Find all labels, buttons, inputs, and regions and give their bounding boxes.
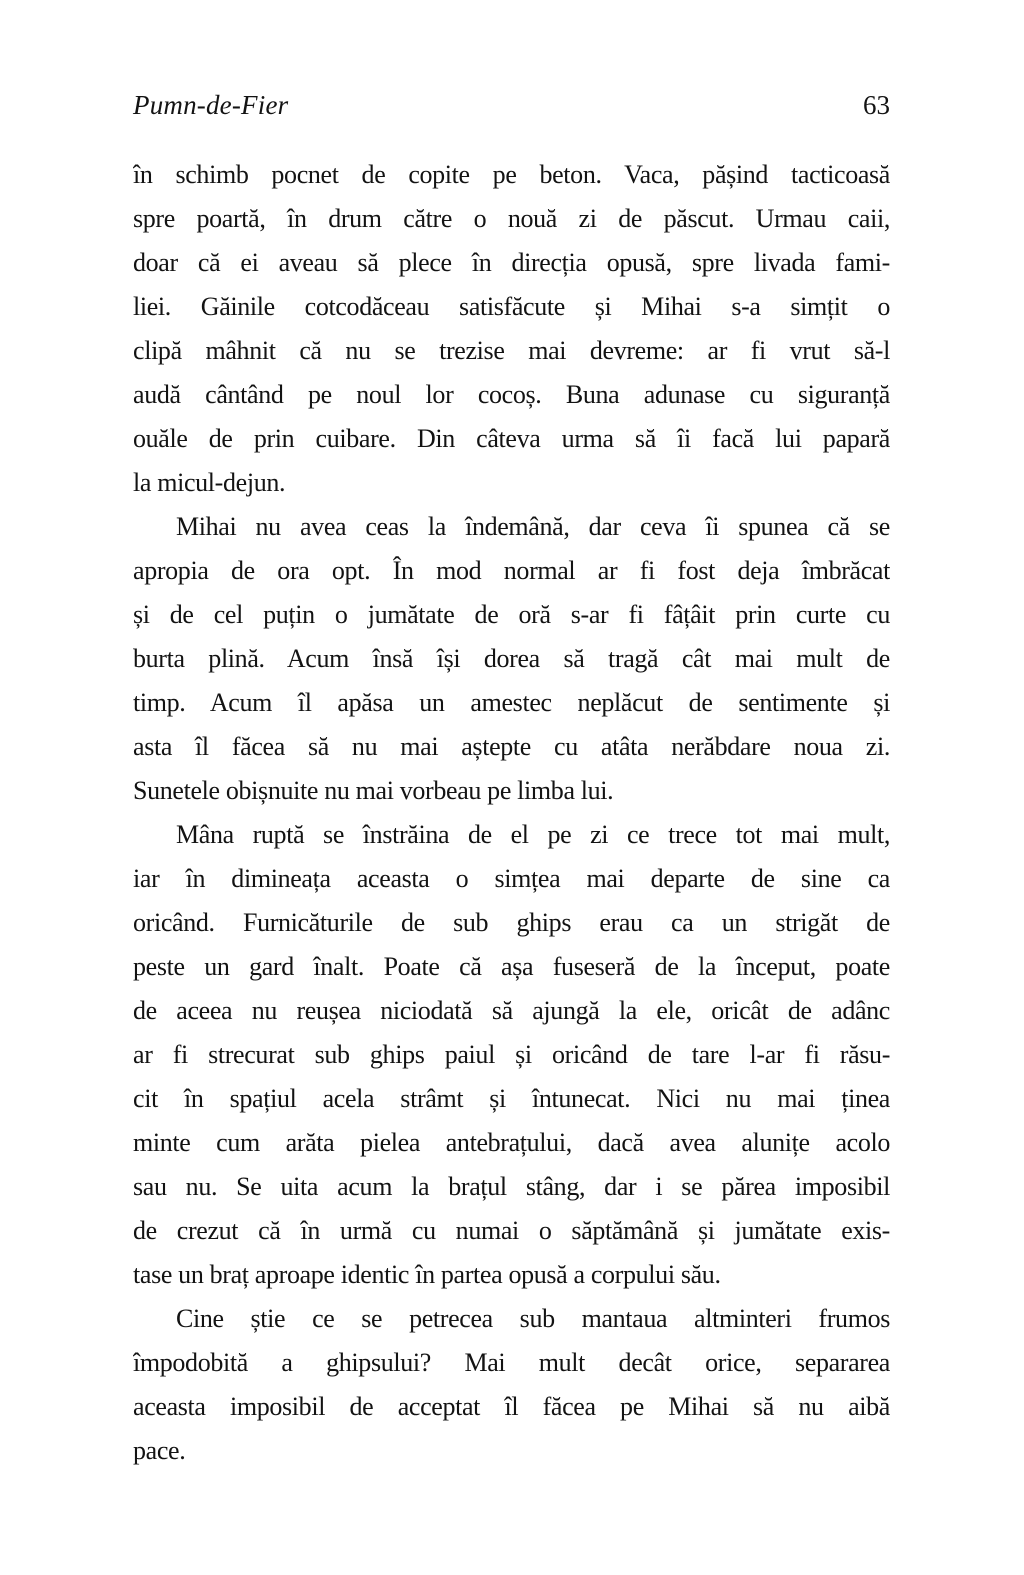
text-line: Mâna ruptă se înstrăina de el pe zi ce trece tot mai mult, (176, 820, 890, 849)
text-line: tase un braț aproape identic în partea opusă a corpului său. (133, 1260, 721, 1289)
page-number: 63 (863, 90, 890, 120)
text-line: în schimb pocnet de copite pe beton. Vaca, pășind tacticoasă (133, 160, 890, 189)
text-line: la micul-dejun. (133, 468, 286, 497)
paragraph (133, 505, 890, 813)
text-line: doar că ei aveau să plece în direcția opusă, spre livada fami- (133, 248, 890, 277)
paragraph (133, 813, 890, 1297)
text-line: ar fi strecurat sub ghips paiul și oricând de tare l-ar fi răsu- (133, 1040, 890, 1069)
text-line: audă cântând pe noul lor cocoș. Buna adunase cu siguranță (133, 380, 890, 409)
running-title: Pumn-de-Fier (133, 90, 289, 120)
text-line: și de cel puțin o jumătate de oră s-ar fi fâțâit prin curte cu (133, 600, 890, 629)
running-header (133, 90, 890, 122)
text-line: cit în spațiul acela strâmt și întunecat. Nici nu mai ținea (133, 1084, 890, 1113)
text-line: Cine știe ce se petrecea sub mantaua altminteri frumos (176, 1304, 890, 1333)
text-line: de crezut că în urmă cu numai o săptămână și jumătate exis- (133, 1216, 890, 1245)
text-line: spre poartă, în drum către o nouă zi de păscut. Urmau caii, (133, 204, 890, 233)
text-line: asta îl făcea să nu mai aștepte cu atâta nerăbdare noua zi. (133, 732, 890, 761)
text-line: oricând. Furnicăturile de sub ghips erau ca un strigăt de (133, 908, 890, 937)
text-line: pace. (133, 1436, 186, 1465)
text-line: apropia de ora opt. În mod normal ar fi fost deja îmbrăcat (133, 556, 890, 585)
text-line: sau nu. Se uita acum la brațul stâng, dar i se părea imposibil (133, 1172, 890, 1201)
text-line: de aceea nu reușea niciodată să ajungă la ele, oricât de adânc (133, 996, 890, 1025)
text-line: Sunetele obișnuite nu mai vorbeau pe limba lui. (133, 776, 614, 805)
text-line: aceasta imposibil de acceptat îl făcea pe Mihai să nu aibă (133, 1392, 890, 1421)
text-line: ouăle de prin cuibare. Din câteva urma să îi facă lui papară (133, 424, 890, 453)
text-line: clipă mâhnit că nu se trezise mai devreme: ar fi vrut să-l (133, 336, 890, 365)
text-line: împodobită a ghipsului? Mai mult decât orice, separarea (133, 1348, 890, 1377)
page-content (133, 0, 890, 1473)
text-line: minte cum arăta pielea antebrațului, dacă avea alunițe acolo (133, 1128, 890, 1157)
paragraph (133, 1297, 890, 1473)
text-line: peste un gard înalt. Poate că așa fuseseră de la început, poate (133, 952, 890, 981)
text-line: liei. Găinile cotcodăceau satisfăcute și Mihai s-a simțit o (133, 292, 890, 321)
text-line: timp. Acum îl apăsa un amestec neplăcut de sentimente și (133, 688, 890, 717)
text-line: burta plină. Acum însă își dorea să tragă cât mai mult de (133, 644, 890, 673)
text-line: iar în dimineața aceasta o simțea mai departe de sine ca (133, 864, 890, 893)
paragraph (133, 153, 890, 505)
page-body (133, 153, 890, 1473)
text-line: Mihai nu avea ceas la îndemână, dar ceva îi spunea că se (176, 512, 890, 541)
